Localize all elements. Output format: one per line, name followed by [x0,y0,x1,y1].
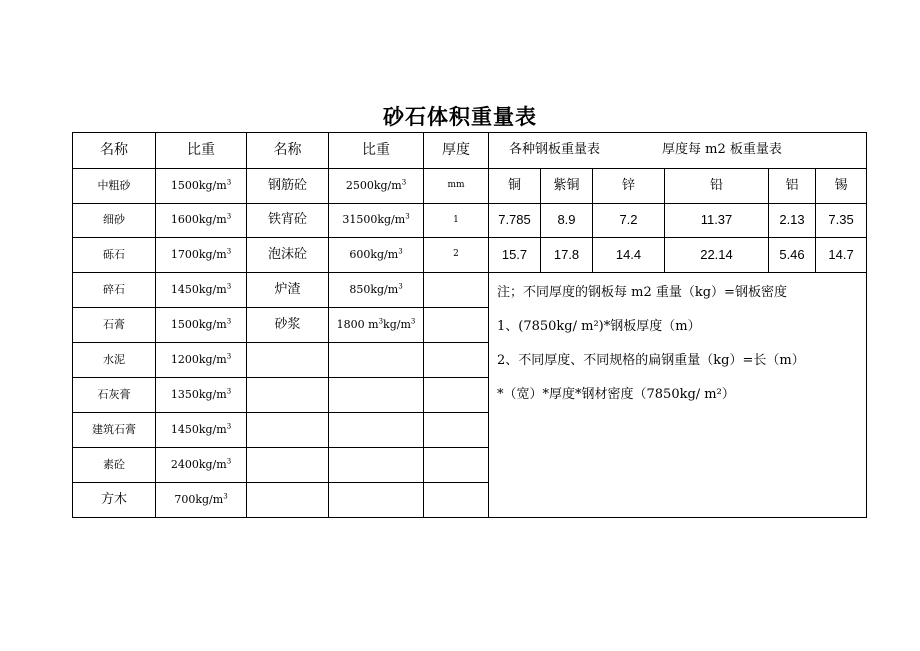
empty-cell [329,483,424,518]
plate-thickness: 2 [424,238,489,273]
material-density: $700kg/m^3$ [156,483,247,518]
material-density: $850kg/m^3$ [329,273,424,308]
empty-cell [329,413,424,448]
header-row [73,133,867,169]
metal-name: 铜 [489,169,541,204]
metal-name: 铅 [665,169,769,204]
material-name: 砾石 [73,238,156,273]
metal-name: 紫铜 [541,169,593,204]
material-name: 钢筋砼 [247,169,329,204]
metal-name: 锡 [816,169,867,204]
material-name: 石灰膏 [73,378,156,413]
note-line: 1、(7850kg/ m²)*钢板厚度（m） [497,319,701,334]
empty-cell [247,413,329,448]
header-name-2: 名称 [247,133,329,169]
plate-weight: 2.13 [769,204,816,238]
table-row [73,169,867,204]
plate-weight: 15.7 [489,238,541,273]
steel-table-title: 各种钢板重量表 [509,142,601,158]
material-density: $1700kg/m^3$ [156,238,247,273]
plate-weight: 7.35 [816,204,867,238]
plate-weight: 14.7 [816,238,867,273]
material-density: $600kg/m^3$ [329,238,424,273]
material-name: 方木 [73,483,156,518]
material-name: 铁宵砼 [247,204,329,238]
material-density: $1450kg/m^3$ [156,413,247,448]
table-row [73,204,867,238]
empty-cell [424,483,489,518]
material-name: 砂浆 [247,308,329,343]
note-line: 2、不同厚度、不同规格的扁钢重量（kg）=长（m） [497,353,805,368]
table-row [73,273,867,308]
table-row [73,238,867,273]
empty-cell [247,343,329,378]
empty-cell [424,308,489,343]
metal-name: 铝 [769,169,816,204]
material-density: $31500kg/m^3$ [329,204,424,238]
material-name: 炉渣 [247,273,329,308]
material-name: 泡沫砼 [247,238,329,273]
plate-weight: 8.9 [541,204,593,238]
material-name: 中粗砂 [73,169,156,204]
header-name-1: 名称 [73,133,156,169]
material-density: $1500kg/m^3$ [156,169,247,204]
header-thickness: 厚度 [424,133,489,169]
material-name: 石膏 [73,308,156,343]
header-steel-plate [489,133,867,169]
empty-cell [424,378,489,413]
plate-weight: 14.4 [593,238,665,273]
thickness-unit: mm [424,169,489,204]
material-density: $1200kg/m^3$ [156,343,247,378]
note-line: 注；不同厚度的钢板每 m2 重量（kg）=钢板密度 [497,285,787,300]
header-density-1: 比重 [156,133,247,169]
material-density: $1500kg/m^3$ [156,308,247,343]
empty-cell [247,378,329,413]
empty-cell [329,343,424,378]
plate-weight: 5.46 [769,238,816,273]
notes-cell [489,273,867,518]
empty-cell [329,378,424,413]
material-name: 建筑石膏 [73,413,156,448]
material-density: $1350kg/m^3$ [156,378,247,413]
material-name: 素砼 [73,448,156,483]
metal-name: 锌 [593,169,665,204]
empty-cell [247,483,329,518]
material-density: $1450kg/m^3$ [156,273,247,308]
plate-weight: 7.2 [593,204,665,238]
material-density: $1600kg/m^3$ [156,204,247,238]
note-line: *（宽）*厚度*钢材密度（7850kg/ m²） [497,387,735,402]
empty-cell [424,273,489,308]
plate-weight: 17.8 [541,238,593,273]
per-m2-table-title: 厚度每 m2 板重量表 [662,142,782,158]
empty-cell [424,413,489,448]
plate-weight: 11.37 [665,204,769,238]
empty-cell [424,448,489,483]
material-density: $2500kg/m^3$ [329,169,424,204]
plate-weight: 22.14 [665,238,769,273]
empty-cell [247,448,329,483]
plate-weight: 7.785 [489,204,541,238]
material-density: 1800 $m^3kg/m^3$ [329,308,424,343]
empty-cell [329,448,424,483]
density-table [72,132,867,518]
page-title: 砂石体积重量表 [383,105,537,129]
material-name: 细砂 [73,204,156,238]
material-name: 水泥 [73,343,156,378]
material-name: 碎石 [73,273,156,308]
plate-thickness: 1 [424,204,489,238]
header-density-2: 比重 [329,133,424,169]
material-density: $2400kg/m^3$ [156,448,247,483]
empty-cell [424,343,489,378]
